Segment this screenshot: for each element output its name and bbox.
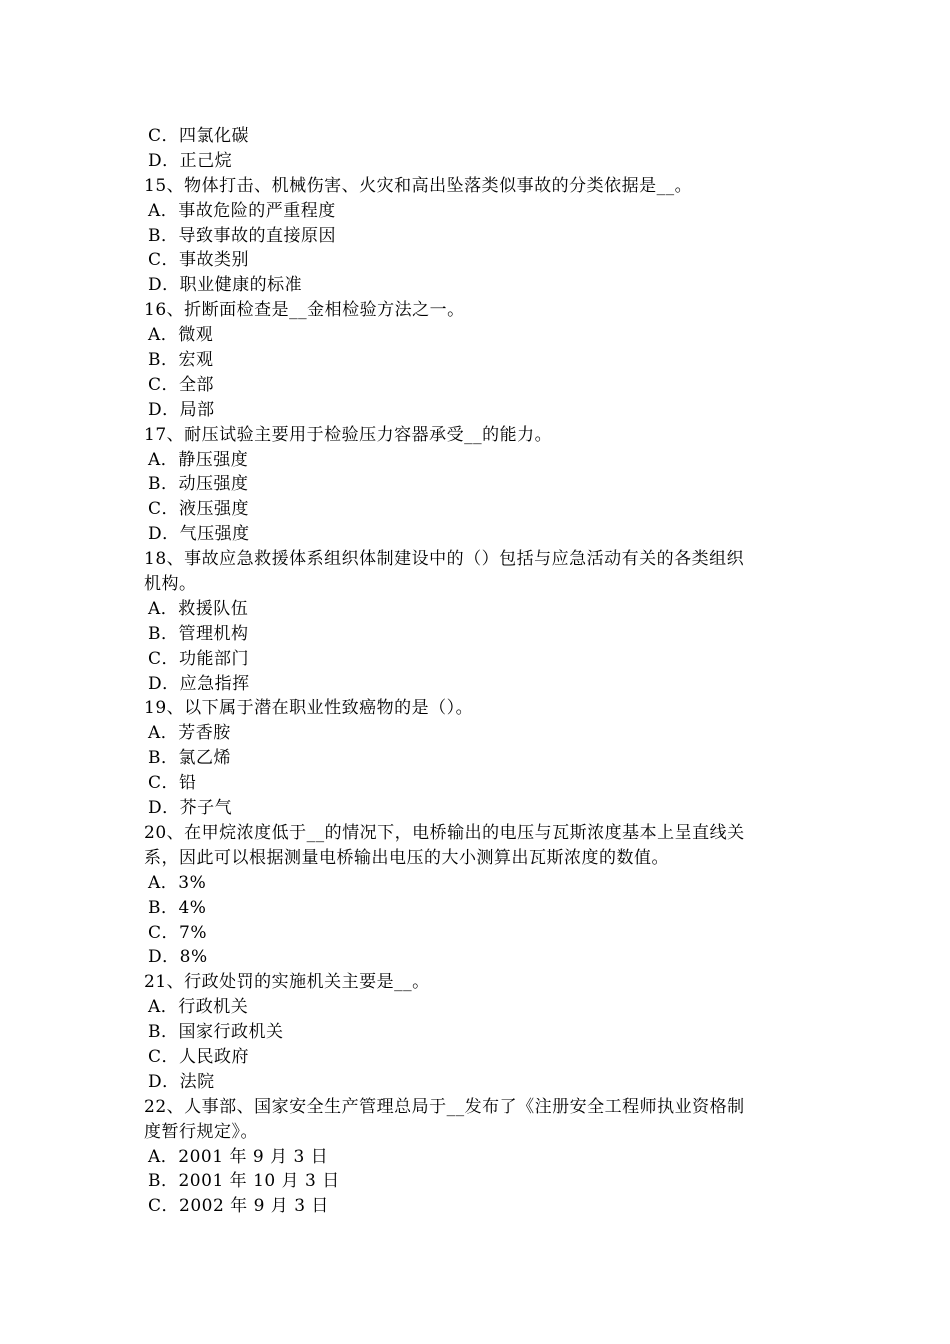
question-text: 15、物体打击、机械伤害、火灾和高出坠落类似事故的分类依据是__。 xyxy=(144,175,693,196)
answer-option: C．2002 年 9 月 3 日 xyxy=(148,1196,329,1217)
question-text: 20、在甲烷浓度低于__的情况下，电桥输出的电压与瓦斯浓度基本上呈直线关 xyxy=(144,822,745,843)
answer-option: B．导致事故的直接原因 xyxy=(148,225,336,246)
question-text: 度暂行规定》。 xyxy=(144,1121,258,1142)
answer-option: B．4% xyxy=(148,897,207,918)
question-text: 21、行政处罚的实施机关主要是__。 xyxy=(144,972,430,993)
answer-option: B．2001 年 10 月 3 日 xyxy=(148,1171,340,1192)
answer-option: A．3% xyxy=(148,872,207,893)
answer-option: B．管理机构 xyxy=(148,623,249,644)
question-text: 19、以下属于潜在职业性致癌物的是（）。 xyxy=(144,698,474,719)
answer-option: C．铅 xyxy=(148,773,197,794)
answer-option: D．局部 xyxy=(148,399,215,420)
answer-option: D．应急指挥 xyxy=(148,673,250,694)
question-text: 22、人事部、国家安全生产管理总局于__发布了《注册安全工程师执业资格制 xyxy=(144,1096,745,1117)
question-text: 18、事故应急救援体系组织体制建设中的（）包括与应急活动有关的各类组织 xyxy=(144,549,745,570)
answer-option: C．事故类别 xyxy=(148,250,250,271)
answer-option: C．功能部门 xyxy=(148,648,250,669)
answer-option: D．正己烷 xyxy=(148,150,233,171)
answer-option: B．氯乙烯 xyxy=(148,748,231,769)
question-text: 系，因此可以根据测量电桥输出电压的大小测算出瓦斯浓度的数值。 xyxy=(144,847,669,868)
answer-option: A．静压强度 xyxy=(148,449,249,470)
answer-option: A．芳香胺 xyxy=(148,723,231,744)
question-text: 机构。 xyxy=(144,574,197,595)
answer-option: C．人民政府 xyxy=(148,1046,250,1067)
answer-option: A．事故危险的严重程度 xyxy=(148,200,336,221)
answer-option: C．全部 xyxy=(148,374,215,395)
answer-option: D．8% xyxy=(148,947,208,968)
question-text: 17、耐压试验主要用于检验压力容器承受__的能力。 xyxy=(144,424,553,445)
answer-option: D．职业健康的标准 xyxy=(148,275,303,296)
answer-option: A．救援队伍 xyxy=(148,598,249,619)
question-text: 16、折断面检查是__金相检验方法之一。 xyxy=(144,300,465,321)
answer-option: A．2001 年 9 月 3 日 xyxy=(148,1146,329,1167)
answer-option: D．气压强度 xyxy=(148,524,250,545)
answer-option: D．芥子气 xyxy=(148,798,233,819)
answer-option: C．液压强度 xyxy=(148,499,250,520)
answer-option: A．微观 xyxy=(148,325,214,346)
answer-option: C．四氯化碳 xyxy=(148,126,250,146)
answer-option: B．动压强度 xyxy=(148,474,249,495)
answer-option: A．行政机关 xyxy=(148,997,249,1018)
answer-option: D．法院 xyxy=(148,1071,215,1092)
answer-option: B．国家行政机关 xyxy=(148,1022,284,1043)
question-list xyxy=(144,124,814,1219)
answer-option: B．宏观 xyxy=(148,350,214,371)
answer-option: C．7% xyxy=(148,922,207,943)
